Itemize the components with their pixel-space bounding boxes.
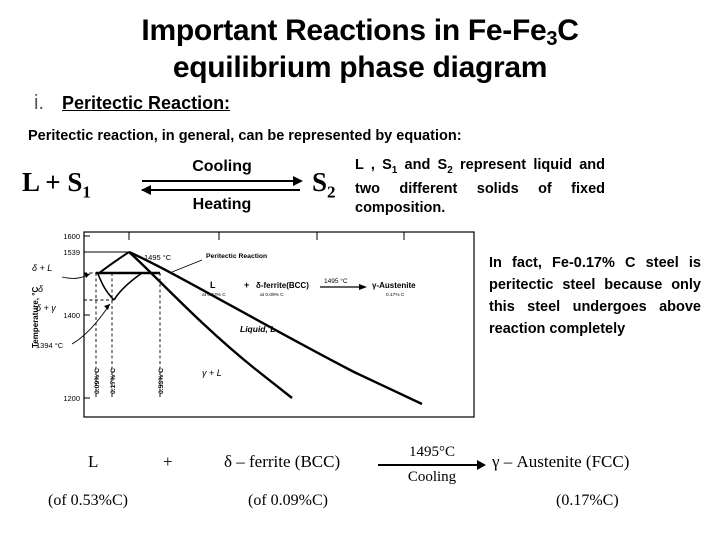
phase-diagram	[24, 228, 480, 426]
inset-L: L	[210, 280, 216, 290]
inset-gamma-austenite: γ-Austenite	[372, 281, 416, 290]
label-053C: 0.53% C	[158, 367, 165, 394]
heating-label: Heating	[192, 196, 252, 213]
label-delta: δ	[38, 284, 44, 294]
arrow-left-icon	[142, 186, 302, 194]
equation-left-subscript: 1	[82, 182, 91, 202]
section-heading-label: Peritectic Reaction:	[62, 93, 231, 113]
bottom-delta-ferrite-label: δ – ferrite (BCC)	[224, 452, 341, 471]
cooling-label: Cooling	[192, 158, 252, 175]
equation-left-text: L + S	[22, 167, 83, 197]
arrow-bar	[378, 464, 478, 466]
inset-L-sub: at 0.53% C	[202, 293, 226, 298]
label-1495C: 1495 °C	[144, 253, 172, 262]
y-tick-1600: 1600	[63, 232, 80, 241]
inset-delta-ferrite: δ-ferrite(BCC)	[256, 281, 309, 290]
label-009C: 0.09% C	[94, 367, 101, 394]
bottom-gamma-austenite-label: γ – Austenite (FCC)	[492, 452, 630, 471]
arrow-head-right	[477, 460, 486, 470]
intro-sentence: Peritectic reaction, in general, can be represented by equation:	[28, 128, 462, 144]
bottom-liquid-label: L	[88, 452, 99, 471]
title-line-2: equilibrium phase diagram	[172, 51, 548, 84]
page-title	[0, 14, 720, 85]
composition-009: (of 0.09%C)	[248, 492, 328, 509]
bottom-reaction-arrow	[378, 444, 486, 486]
equation-note-sub1: 1	[391, 164, 398, 176]
arrow-head-right	[293, 176, 303, 186]
list-numeral: i.	[34, 92, 44, 114]
arrow-bar	[142, 189, 300, 191]
composition-053: (of 0.53%C)	[48, 492, 128, 509]
label-delta-plus-gamma: δ + γ	[36, 303, 56, 313]
arrow-right-icon	[142, 177, 302, 185]
inset-plus: +	[244, 280, 250, 290]
y-tick-1400: 1400	[63, 311, 80, 320]
equation-right-text: S	[312, 167, 328, 197]
title-line-1	[141, 14, 579, 50]
equation-note	[355, 156, 605, 218]
y-tick-1200: 1200	[63, 394, 80, 403]
title-line-1-pre: Important Reactions in Fe-Fe	[141, 14, 547, 47]
equation-left-side	[22, 167, 91, 202]
bottom-reaction-row	[0, 440, 720, 500]
y-axis-label: Temperature, °C	[31, 286, 40, 348]
equation-note-sub2: 2	[447, 164, 453, 176]
label-delta-plus-L: δ + L	[32, 263, 53, 273]
title-subscript-3: 3	[546, 28, 558, 50]
callout-peritectic-reaction: Peritectic Reaction	[206, 253, 268, 260]
infact-paragraph: In fact, Fe-0.17% C steel is peritectic steel because only this steel undergoes above reaction completely	[489, 255, 701, 337]
equation-right-subscript: 2	[327, 182, 336, 202]
title-line-1-post: C	[557, 14, 579, 47]
arrow-bar	[142, 180, 300, 182]
inset-delta-sub: at 0.09% C	[260, 293, 284, 298]
y-tick-1539: 1539	[63, 248, 80, 257]
label-1394C: 1394 °C	[36, 341, 64, 350]
equation-note-part2: and S	[397, 157, 448, 173]
equation-note-part1: L , S	[355, 157, 392, 173]
peritectic-equation	[22, 155, 352, 217]
arrow-head-left	[141, 185, 151, 195]
equation-note-part3: represent liquid and two different solids of fixed composition.	[355, 157, 605, 216]
bottom-arrow-cooling: Cooling	[407, 469, 457, 485]
label-017C: 0.17% C	[110, 367, 117, 394]
arrow-right-icon	[378, 461, 486, 469]
bottom-arrow-temp: 1495°C	[408, 444, 455, 460]
label-gamma-plus-L: γ + L	[202, 368, 222, 378]
section-heading	[34, 92, 230, 115]
equilibrium-arrow	[142, 157, 302, 214]
label-liquid: Liquid, L	[240, 324, 276, 334]
bottom-composition-row	[0, 492, 720, 526]
inset-gamma-sub: 0.17% C	[386, 293, 405, 298]
inset-arrow-label: 1495 °C	[324, 278, 348, 285]
composition-017: (0.17%C)	[556, 492, 619, 509]
bottom-plus-sign: +	[163, 452, 173, 471]
equation-right-side	[312, 167, 336, 202]
